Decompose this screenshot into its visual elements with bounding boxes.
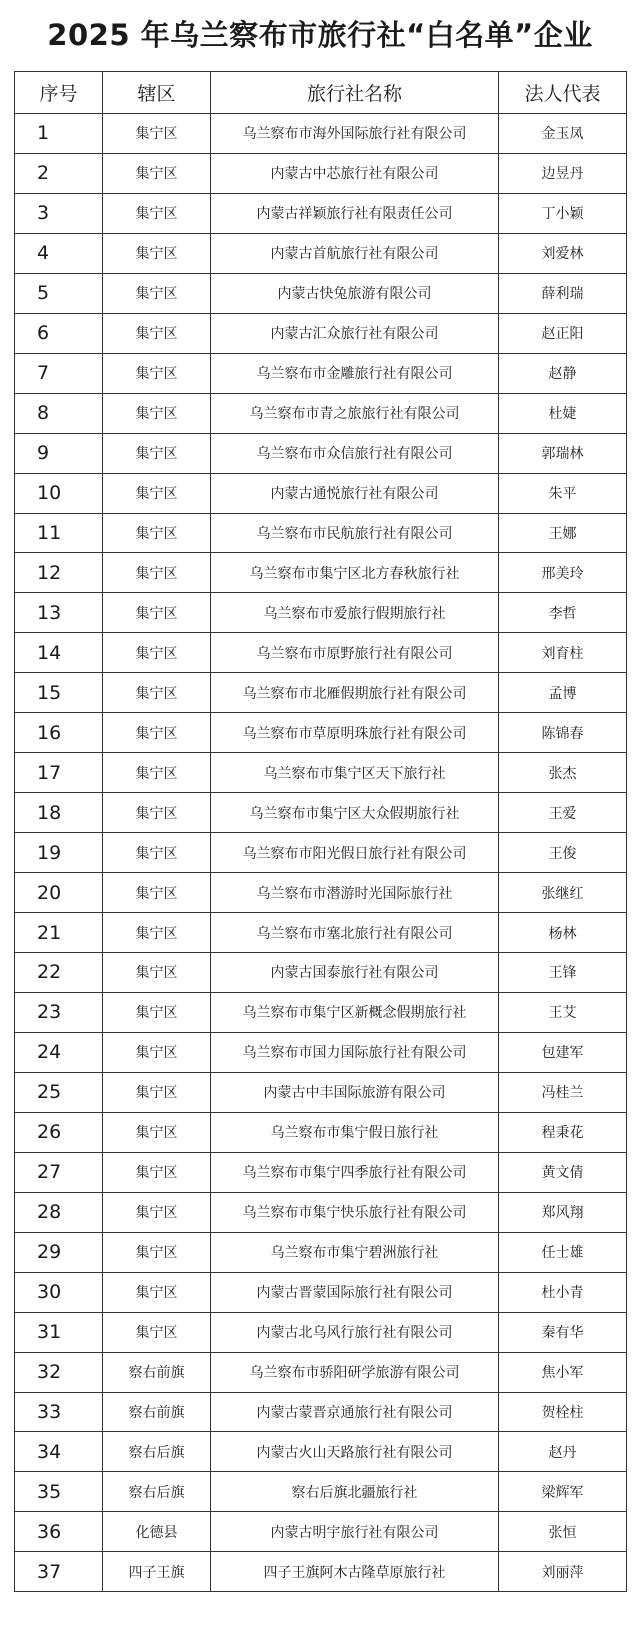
- row-legal-rep: 王艾: [499, 992, 627, 1032]
- row-number: 13: [15, 593, 103, 633]
- row-district: 集宁区: [103, 353, 211, 393]
- row-district: 集宁区: [103, 114, 211, 154]
- row-number: 20: [15, 873, 103, 913]
- row-agency-name: 乌兰察布市国力国际旅行社有限公司: [211, 1032, 499, 1072]
- row-agency-name: 乌兰察布市塞北旅行社有限公司: [211, 913, 499, 953]
- table-row: [15, 1352, 627, 1392]
- row-legal-rep: 刘爱林: [499, 233, 627, 273]
- row-agency-name: 乌兰察布市众信旅行社有限公司: [211, 433, 499, 473]
- row-district: 集宁区: [103, 913, 211, 953]
- row-agency-name: 乌兰察布市民航旅行社有限公司: [211, 513, 499, 553]
- row-number: 6: [15, 313, 103, 353]
- table-row: [15, 553, 627, 593]
- table-row: [15, 1512, 627, 1552]
- row-legal-rep: 薛利瑞: [499, 273, 627, 313]
- row-agency-name: 乌兰察布市集宁区大众假期旅行社: [211, 793, 499, 833]
- row-legal-rep: 金玉凤: [499, 114, 627, 154]
- row-legal-rep: 张继红: [499, 873, 627, 913]
- row-agency-name: 内蒙古中丰国际旅游有限公司: [211, 1072, 499, 1112]
- row-number: 22: [15, 953, 103, 993]
- table-row: [15, 1072, 627, 1112]
- row-district: 集宁区: [103, 1112, 211, 1152]
- table-row: [15, 633, 627, 673]
- row-district: 集宁区: [103, 553, 211, 593]
- row-legal-rep: 任士雄: [499, 1232, 627, 1272]
- table-row: [15, 673, 627, 713]
- row-number: 27: [15, 1152, 103, 1192]
- row-district: 集宁区: [103, 193, 211, 233]
- row-district: 集宁区: [103, 992, 211, 1032]
- page-title: 2025 年乌兰察布市旅行社“白名单”企业: [47, 18, 593, 52]
- table-row: [15, 913, 627, 953]
- table-row: [15, 473, 627, 513]
- table-row: [15, 353, 627, 393]
- row-legal-rep: 王爱: [499, 793, 627, 833]
- row-legal-rep: 王娜: [499, 513, 627, 553]
- header-legal-rep: 法人代表: [499, 72, 627, 114]
- row-district: 集宁区: [103, 513, 211, 553]
- table-row: [15, 233, 627, 273]
- row-district: 集宁区: [103, 1152, 211, 1192]
- row-legal-rep: 贺栓柱: [499, 1392, 627, 1432]
- row-number: 21: [15, 913, 103, 953]
- row-district: 集宁区: [103, 873, 211, 913]
- row-number: 7: [15, 353, 103, 393]
- row-agency-name: 乌兰察布市集宁区天下旅行社: [211, 753, 499, 793]
- row-agency-name: 乌兰察布市集宁区北方春秋旅行社: [211, 553, 499, 593]
- row-number: 4: [15, 233, 103, 273]
- table-row: [15, 1152, 627, 1192]
- table-row: [15, 393, 627, 433]
- row-number: 9: [15, 433, 103, 473]
- row-legal-rep: 张杰: [499, 753, 627, 793]
- row-agency-name: 内蒙古通悦旅行社有限公司: [211, 473, 499, 513]
- row-district: 集宁区: [103, 633, 211, 673]
- row-legal-rep: 赵丹: [499, 1432, 627, 1472]
- row-district: 集宁区: [103, 473, 211, 513]
- table-row: [15, 153, 627, 193]
- header-number: 序号: [15, 72, 103, 114]
- row-agency-name: 乌兰察布市原野旅行社有限公司: [211, 633, 499, 673]
- row-district: 集宁区: [103, 1192, 211, 1232]
- row-agency-name: 乌兰察布市骄阳研学旅游有限公司: [211, 1352, 499, 1392]
- row-agency-name: 乌兰察布市集宁假日旅行社: [211, 1112, 499, 1152]
- row-district: 集宁区: [103, 673, 211, 713]
- row-agency-name: 察右后旗北疆旅行社: [211, 1472, 499, 1512]
- row-number: 32: [15, 1352, 103, 1392]
- row-number: 35: [15, 1472, 103, 1512]
- row-number: 10: [15, 473, 103, 513]
- row-district: 察右前旗: [103, 1352, 211, 1392]
- table-row: [15, 1312, 627, 1352]
- whitelist-table: [14, 71, 627, 1592]
- row-number: 17: [15, 753, 103, 793]
- table-row: [15, 1192, 627, 1232]
- row-legal-rep: 王锋: [499, 953, 627, 993]
- table-row: [15, 1032, 627, 1072]
- row-legal-rep: 秦有华: [499, 1312, 627, 1352]
- table-row: [15, 793, 627, 833]
- row-agency-name: 内蒙古火山天路旅行社有限公司: [211, 1432, 499, 1472]
- row-district: 集宁区: [103, 153, 211, 193]
- row-number: 1: [15, 114, 103, 154]
- row-district: 集宁区: [103, 313, 211, 353]
- row-district: 集宁区: [103, 1232, 211, 1272]
- row-number: 18: [15, 793, 103, 833]
- row-legal-rep: 黄文倩: [499, 1152, 627, 1192]
- row-district: 集宁区: [103, 1072, 211, 1112]
- row-legal-rep: 李哲: [499, 593, 627, 633]
- table-row: [15, 1272, 627, 1312]
- row-legal-rep: 郭瑞林: [499, 433, 627, 473]
- row-agency-name: 乌兰察布市阳光假日旅行社有限公司: [211, 833, 499, 873]
- table-row: [15, 713, 627, 753]
- table-row: [15, 833, 627, 873]
- table-row: [15, 593, 627, 633]
- row-number: 8: [15, 393, 103, 433]
- row-legal-rep: 赵正阳: [499, 313, 627, 353]
- row-district: 察右后旗: [103, 1432, 211, 1472]
- row-number: 29: [15, 1232, 103, 1272]
- row-agency-name: 乌兰察布市北雁假期旅行社有限公司: [211, 673, 499, 713]
- row-district: 集宁区: [103, 793, 211, 833]
- row-number: 16: [15, 713, 103, 753]
- row-number: 11: [15, 513, 103, 553]
- row-agency-name: 内蒙古蒙晋京通旅行社有限公司: [211, 1392, 499, 1432]
- row-agency-name: 内蒙古祥颖旅行社有限责任公司: [211, 193, 499, 233]
- row-legal-rep: 杜小青: [499, 1272, 627, 1312]
- row-agency-name: 乌兰察布市集宁四季旅行社有限公司: [211, 1152, 499, 1192]
- row-legal-rep: 焦小军: [499, 1352, 627, 1392]
- row-number: 15: [15, 673, 103, 713]
- row-district: 集宁区: [103, 393, 211, 433]
- row-number: 37: [15, 1552, 103, 1592]
- row-number: 24: [15, 1032, 103, 1072]
- table-row: [15, 1112, 627, 1152]
- row-number: 34: [15, 1432, 103, 1472]
- row-legal-rep: 张恒: [499, 1512, 627, 1552]
- table-row: [15, 273, 627, 313]
- table-row: [15, 1552, 627, 1592]
- row-agency-name: 四子王旗阿木古隆草原旅行社: [211, 1552, 499, 1592]
- row-legal-rep: 孟博: [499, 673, 627, 713]
- row-agency-name: 乌兰察布市爱旅行假期旅行社: [211, 593, 499, 633]
- row-number: 23: [15, 992, 103, 1032]
- row-number: 33: [15, 1392, 103, 1432]
- row-district: 集宁区: [103, 833, 211, 873]
- table-row: [15, 513, 627, 553]
- row-district: 集宁区: [103, 753, 211, 793]
- row-number: 25: [15, 1072, 103, 1112]
- row-agency-name: 内蒙古汇众旅行社有限公司: [211, 313, 499, 353]
- row-agency-name: 内蒙古晋蒙国际旅行社有限公司: [211, 1272, 499, 1312]
- row-district: 察右前旗: [103, 1392, 211, 1432]
- row-district: 化德县: [103, 1512, 211, 1552]
- row-legal-rep: 朱平: [499, 473, 627, 513]
- row-number: 26: [15, 1112, 103, 1152]
- row-legal-rep: 杨林: [499, 913, 627, 953]
- row-agency-name: 内蒙古国泰旅行社有限公司: [211, 953, 499, 993]
- row-agency-name: 内蒙古首航旅行社有限公司: [211, 233, 499, 273]
- header-agency-name: 旅行社名称: [211, 72, 499, 114]
- table-row: [15, 114, 627, 154]
- row-district: 集宁区: [103, 953, 211, 993]
- table-row: [15, 992, 627, 1032]
- row-legal-rep: 刘育柱: [499, 633, 627, 673]
- row-number: 31: [15, 1312, 103, 1352]
- row-agency-name: 乌兰察布市集宁碧洲旅行社: [211, 1232, 499, 1272]
- row-number: 3: [15, 193, 103, 233]
- row-agency-name: 内蒙古中芯旅行社有限公司: [211, 153, 499, 193]
- row-agency-name: 内蒙古快兔旅游有限公司: [211, 273, 499, 313]
- row-district: 集宁区: [103, 713, 211, 753]
- row-district: 四子王旗: [103, 1552, 211, 1592]
- row-district: 集宁区: [103, 1272, 211, 1312]
- row-legal-rep: 丁小颖: [499, 193, 627, 233]
- row-number: 5: [15, 273, 103, 313]
- table-row: [15, 753, 627, 793]
- row-number: 14: [15, 633, 103, 673]
- row-legal-rep: 王俊: [499, 833, 627, 873]
- table-row: [15, 1432, 627, 1472]
- row-legal-rep: 刘丽萍: [499, 1552, 627, 1592]
- row-legal-rep: 边昱丹: [499, 153, 627, 193]
- row-agency-name: 乌兰察布市草原明珠旅行社有限公司: [211, 713, 499, 753]
- row-number: 12: [15, 553, 103, 593]
- row-legal-rep: 包建军: [499, 1032, 627, 1072]
- row-number: 36: [15, 1512, 103, 1552]
- row-district: 集宁区: [103, 433, 211, 473]
- row-agency-name: 乌兰察布市青之旅旅行社有限公司: [211, 393, 499, 433]
- row-number: 2: [15, 153, 103, 193]
- row-agency-name: 内蒙古北乌风行旅行社有限公司: [211, 1312, 499, 1352]
- header-district: 辖区: [103, 72, 211, 114]
- row-agency-name: 乌兰察布市集宁区新概念假期旅行社: [211, 992, 499, 1032]
- row-agency-name: 乌兰察布市集宁快乐旅行社有限公司: [211, 1192, 499, 1232]
- row-legal-rep: 陈锦春: [499, 713, 627, 753]
- table-row: [15, 1392, 627, 1432]
- row-legal-rep: 郑风翔: [499, 1192, 627, 1232]
- table-row: [15, 313, 627, 353]
- table-header-row: [15, 72, 627, 114]
- row-agency-name: 乌兰察布市海外国际旅行社有限公司: [211, 114, 499, 154]
- row-district: 集宁区: [103, 1312, 211, 1352]
- row-agency-name: 乌兰察布市潜游时光国际旅行社: [211, 873, 499, 913]
- row-number: 19: [15, 833, 103, 873]
- row-district: 集宁区: [103, 1032, 211, 1072]
- row-district: 集宁区: [103, 273, 211, 313]
- row-legal-rep: 杜婕: [499, 393, 627, 433]
- row-legal-rep: 梁辉军: [499, 1472, 627, 1512]
- row-district: 集宁区: [103, 593, 211, 633]
- row-legal-rep: 冯桂兰: [499, 1072, 627, 1112]
- table-row: [15, 433, 627, 473]
- table-row: [15, 193, 627, 233]
- table-row: [15, 873, 627, 913]
- row-agency-name: 内蒙古明宇旅行社有限公司: [211, 1512, 499, 1552]
- table-row: [15, 1232, 627, 1272]
- row-agency-name: 乌兰察布市金雕旅行社有限公司: [211, 353, 499, 393]
- table-row: [15, 1472, 627, 1512]
- table-row: [15, 953, 627, 993]
- row-legal-rep: 程秉花: [499, 1112, 627, 1152]
- table-body: [15, 114, 627, 1592]
- row-legal-rep: 赵静: [499, 353, 627, 393]
- row-number: 30: [15, 1272, 103, 1312]
- row-legal-rep: 邢美玲: [499, 553, 627, 593]
- row-district: 集宁区: [103, 233, 211, 273]
- row-district: 察右后旗: [103, 1472, 211, 1512]
- row-number: 28: [15, 1192, 103, 1232]
